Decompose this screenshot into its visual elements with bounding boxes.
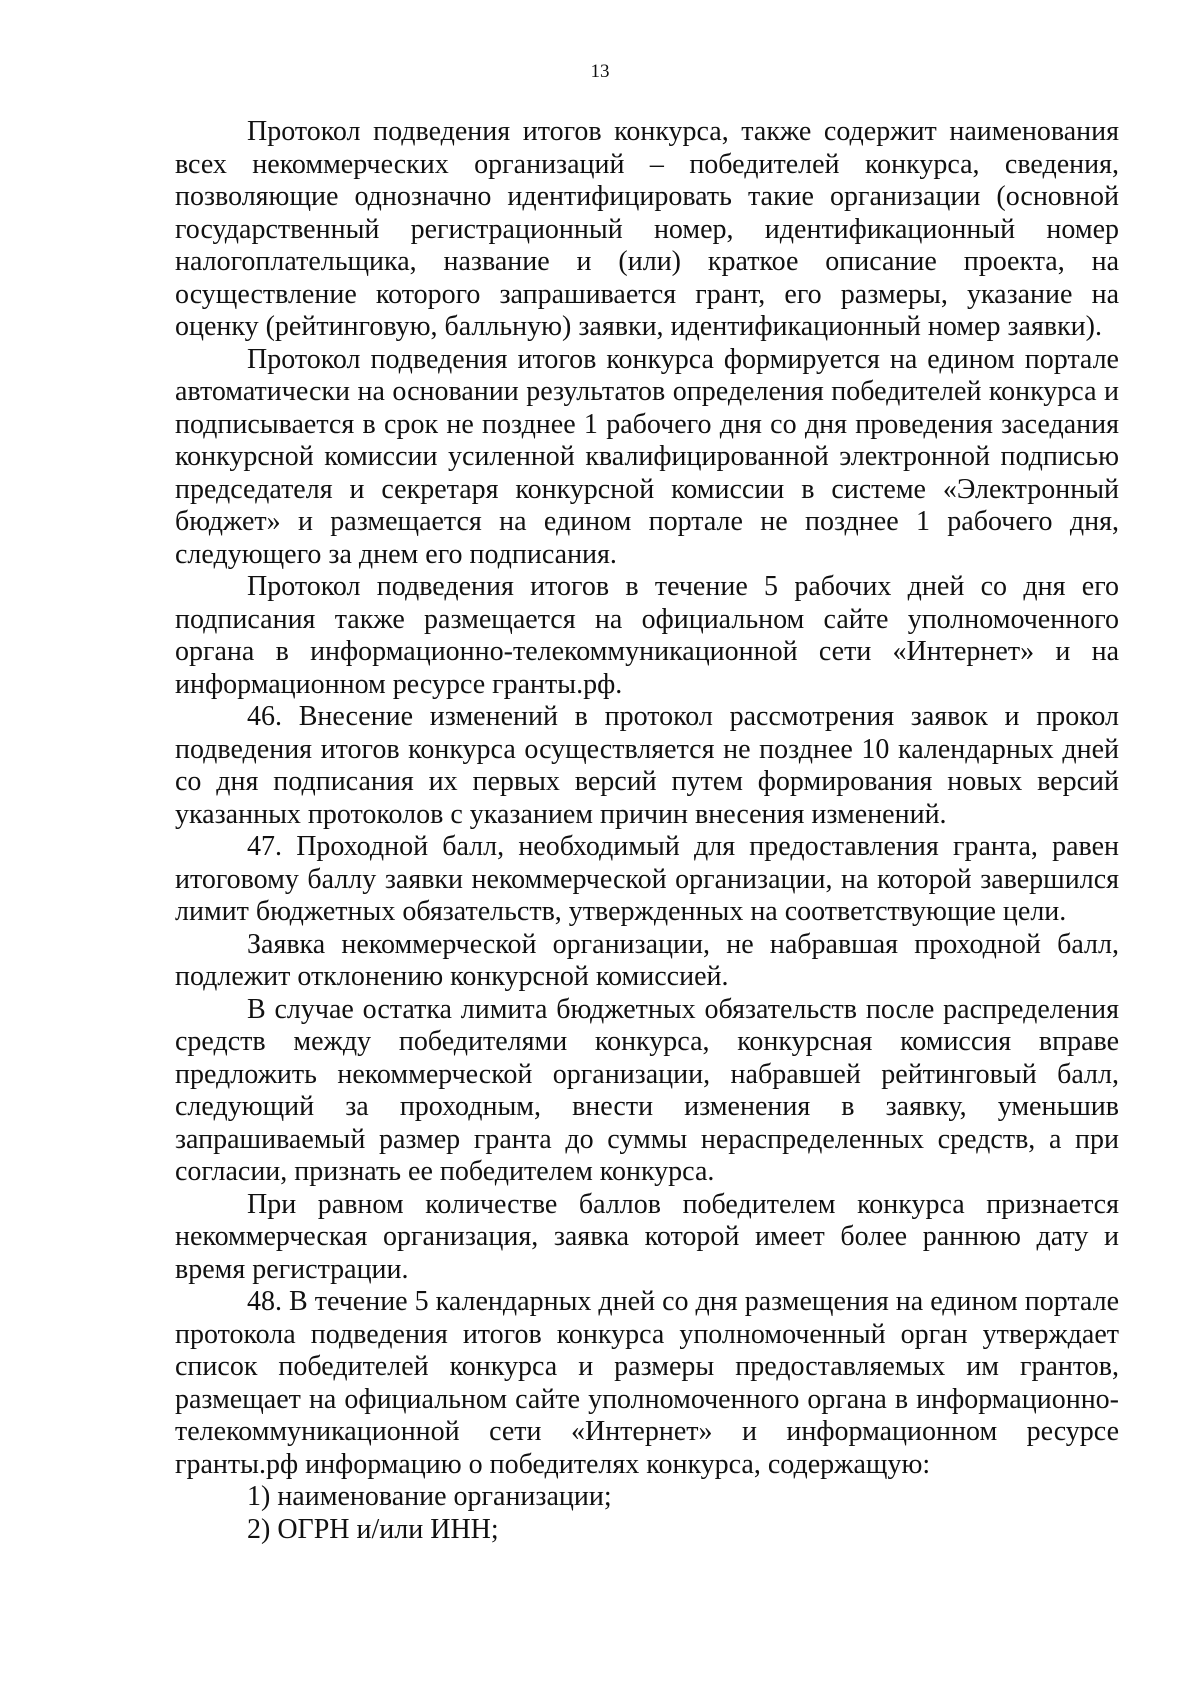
- paragraph-item-48: 48. В течение 5 календарных дней со дня размещения на едином портале протокола подведения итогов конкурса уполномоченный орган утверждает список победителей конкурса и размеры предоставляемых им грантов, размещает на официальном сайте уполномоченного органа в информационно-телекоммуникационной сети «Интернет» и информационном ресурсе гранты.рф информацию о победителях конкурса, содержащую:: [175, 1286, 1119, 1480]
- document-body: [175, 116, 1119, 1546]
- paragraph-equal-score: При равном количестве баллов победителем конкурса признается некоммерческая организация, заявка которой имеет более раннюю дату и время регистрации.: [175, 1188, 1119, 1285]
- paragraph-item-47: 47. Проходной балл, необходимый для предоставления гранта, равен итоговому баллу заявки некоммерческой организации, на которой завершился лимит бюджетных обязательств, утвержденных на соответствующие цели.: [175, 831, 1119, 927]
- list-item-ogrn-inn: 2) ОГРН и/или ИНН;: [247, 1513, 499, 1545]
- paragraph-protocol-contents: Протокол подведения итогов конкурса, также содержит наименования всех некоммерческих организаций – победителей конкурса, сведения, позволяющие однозначно идентифицировать такие организации (основной государственный регистрационный номер, идентификационный номер налогоплательщика, название и (или) краткое описание проекта, на осуществление которого запрашивается грант, его размеры, указание на оценку (рейтинговую, балльную) заявки, идентификационный номер заявки).: [175, 116, 1119, 342]
- paragraph-rejection: Заявка некоммерческой организации, не набравшая проходной балл, подлежит отклонению конкурсной комиссией.: [175, 928, 1119, 992]
- paragraph-protocol-formation: Протокол подведения итогов конкурса формируется на едином портале автоматически на основании результатов определения победителей конкурса и подписывается в срок не позднее 1 рабочего дня со дня проведения заседания конкурсной комиссии усиленной квалифицированной электронной подписью председателя и секретаря конкурсной комиссии в системе «Электронный бюджет» и размещается на едином портале не позднее 1 рабочего дня, следующего за днем его подписания.: [175, 343, 1119, 570]
- paragraph-protocol-publication: Протокол подведения итогов в течение 5 рабочих дней со дня его подписания также размещается на официальном сайте уполномоченного органа в информационно-телекоммуникационной сети «Интернет» и на информационном ресурсе гранты.рф.: [175, 571, 1119, 700]
- page-number: 13: [590, 61, 610, 82]
- paragraph-remaining-limit: В случае остатка лимита бюджетных обязательств после распределения средств между победителями конкурса, конкурсная комиссия вправе предложить некоммерческой организации, набравшей рейтинговый балл, следующий за проходным, внести изменения в заявку, уменьшив запрашиваемый размер гранта до суммы нераспределенных средств, а при согласии, признать ее победителем конкурса.: [175, 993, 1119, 1187]
- list-item-organization-name: 1) наименование организации;: [247, 1481, 612, 1512]
- paragraph-item-46: 46. Внесение изменений в протокол рассмотрения заявок и прокол подведения итогов конкурса осуществляется не позднее 10 календарных дней со дня подписания их первых версий путем формирования новых версий указанных протоколов с указанием причин внесения изменений.: [175, 701, 1119, 830]
